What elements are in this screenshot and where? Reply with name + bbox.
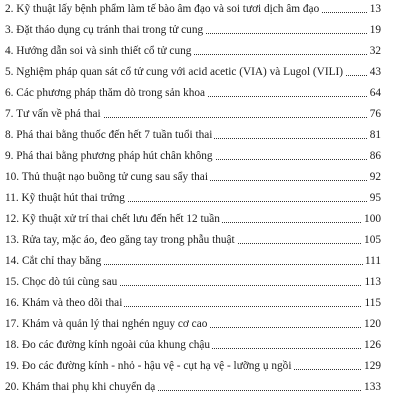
toc-entry-page: 86 (369, 150, 381, 162)
toc-entry-page: 32 (369, 45, 381, 57)
toc-entry-title: 13. Rửa tay, mặc áo, đeo găng tay trong phẫu thuật (5, 234, 235, 246)
toc-entry-title: 2. Kỹ thuật lấy bệnh phẩm làm tế bào âm đạo và soi tươi dịch âm đạo (5, 3, 320, 15)
toc-entry-2 (5, 1, 381, 17)
toc-entry-title: 7. Tư vấn về phá thai (5, 108, 101, 120)
toc-entry-title: 15. Chọc dò túi cùng sau (5, 276, 118, 288)
toc-entry-4 (5, 43, 381, 59)
toc-entry-page: 111 (364, 255, 381, 267)
toc-entry-title: 18. Đo các đường kính ngoài của khung chậu (5, 339, 211, 351)
toc-entry-title: 20. Khám thai phụ khi chuyển dạ (5, 381, 156, 393)
toc-entry-3 (5, 22, 381, 38)
toc-entry-20 (5, 379, 381, 395)
toc-entry-title: 14. Cắt chỉ thay băng (5, 255, 102, 267)
toc-entry-page: 105 (364, 234, 381, 246)
toc-entry-title: 12. Kỹ thuật xử trí thai chết lưu đến hết 12 tuần (5, 213, 220, 225)
toc-entry-title: 17. Khám và quản lý thai nghén nguy cơ cao (5, 318, 208, 330)
toc-entry-title: 11. Kỹ thuật hút thai trứng (5, 192, 125, 204)
toc-entry-9 (5, 148, 381, 164)
toc-entry-page: 92 (369, 171, 381, 183)
toc-entry-page: 129 (364, 360, 381, 372)
toc-entry-page: 19 (369, 24, 381, 36)
toc-entry-title: 6. Các phương pháp thăm dò trong sản khoa (5, 87, 206, 99)
toc-entry-6 (5, 85, 381, 101)
toc-entry-18 (5, 337, 381, 353)
toc-entry-19 (5, 358, 381, 374)
toc-entry-title: 8. Phá thai bằng thuốc đến hết 7 tuần tuổi thai (5, 129, 213, 141)
toc-entry-page: 115 (364, 297, 381, 309)
toc-entry-12 (5, 211, 381, 227)
toc-entry-page: 43 (369, 66, 381, 78)
toc-entry-page: 64 (369, 87, 381, 99)
toc-entry-15 (5, 274, 381, 290)
toc-entry-page: 133 (364, 381, 381, 393)
toc-entry-page: 81 (369, 129, 381, 141)
toc-entry-title: 9. Phá thai bằng phương pháp hút chân không (5, 150, 213, 162)
toc-entry-8 (5, 127, 381, 143)
toc-entry-page: 113 (364, 276, 381, 288)
toc-entry-page: 100 (364, 213, 381, 225)
toc-entry-10 (5, 169, 381, 185)
toc-entry-page: 126 (364, 339, 381, 351)
toc-entry-17 (5, 316, 381, 332)
toc-entry-title: 16. Khám và theo dõi thai (5, 297, 123, 309)
toc-entry-title: 5. Nghiệm pháp quan sát cổ tử cung với acid acetic (VIA) và Lugol (VILI) (5, 66, 344, 78)
toc-entry-page: 95 (369, 192, 381, 204)
toc-entry-page: 120 (364, 318, 381, 330)
toc-entry-7 (5, 106, 381, 122)
toc-entry-5 (5, 64, 381, 80)
toc-entry-title: 10. Thủ thuật nạo buồng tử cung sau sẩy thai (5, 171, 208, 183)
toc-entry-page: 76 (369, 108, 381, 120)
toc-entry-14 (5, 253, 381, 269)
toc-entry-16 (5, 295, 381, 311)
toc-entry-11 (5, 190, 381, 206)
toc-entry-13 (5, 232, 381, 248)
toc-entry-title: 4. Hướng dẫn soi và sinh thiết cổ tử cung (5, 45, 192, 57)
toc-entry-title: 19. Đo các đường kính - nhỏ - hậu vệ - cụt hạ vệ - lưỡng ụ ngồi (5, 360, 292, 372)
toc-entry-page: 13 (369, 3, 381, 15)
toc-entry-title: 3. Đặt tháo dụng cụ tránh thai trong tử cung (5, 24, 204, 36)
